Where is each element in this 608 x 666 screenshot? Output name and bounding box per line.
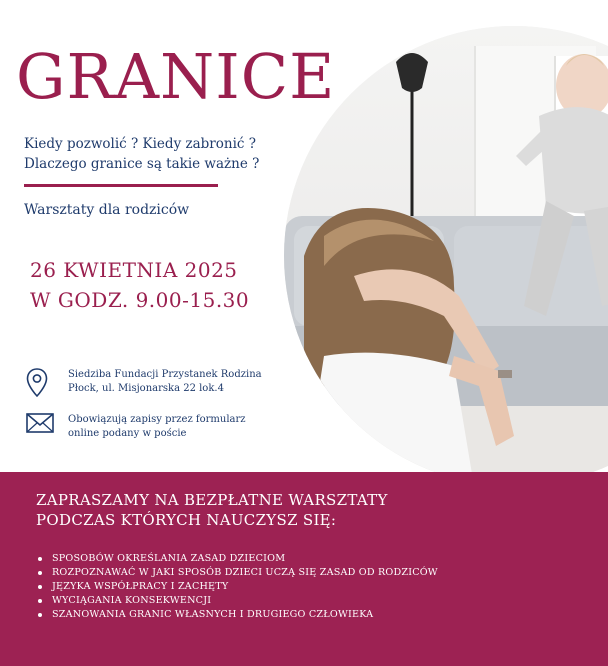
- topic-item: SZANOWANIA GRANIC WŁASNYCH I DRUGIEGO CZŁOWIEKA: [38, 608, 438, 622]
- divider-line: [24, 184, 218, 187]
- questions: [24, 134, 259, 174]
- location-info: [26, 368, 262, 402]
- invitation-heading-line-2: PODCZAS KTÓRYCH NAUCZYSZ SIĘ:: [36, 511, 337, 529]
- topic-item: WYCIĄGANIA KONSEKWENCJI: [38, 594, 438, 608]
- location-line-1: Siedziba Fundacji Przystanek Rodzina: [68, 369, 262, 380]
- subtitle: Warsztaty dla rodziców: [24, 202, 190, 218]
- invitation-heading-line-1: ZAPRASZAMY NA BEZPŁATNE WARSZTATY: [36, 491, 388, 509]
- question-line-1: Kiedy pozwolić ? Kiedy zabronić ?: [24, 136, 256, 152]
- location-text: [68, 368, 262, 396]
- registration-line-1: Obowiązują zapisy przez formularz: [68, 414, 246, 425]
- topic-item: JĘZYKA WSPÓŁPRACY I ZACHĘTY: [38, 580, 438, 594]
- envelope-icon: [26, 413, 56, 437]
- registration-text: [68, 413, 246, 441]
- poster-title: GRANICE: [16, 40, 336, 113]
- event-date: 26 KWIETNIA 2025: [30, 258, 238, 282]
- location-pin-icon: [26, 368, 56, 402]
- invitation-band: [0, 472, 608, 666]
- registration-line-2: online podany w poście: [68, 428, 187, 439]
- invitation-heading: [36, 490, 388, 530]
- event-time: W GODZ. 9.00-15.30: [30, 288, 250, 312]
- topic-item: SPOSOBÓW OKREŚLANIA ZASAD DZIECIOM: [38, 552, 438, 566]
- topics-list: [38, 552, 438, 622]
- registration-info: [26, 413, 246, 441]
- topic-item: ROZPOZNAWAĆ W JAKI SPOSÓB DZIECI UCZĄ SIĘ ZASAD OD RODZICÓW: [38, 566, 438, 580]
- question-line-2: Dlaczego granice są takie ważne ?: [24, 156, 260, 172]
- location-line-2: Płock, ul. Misjonarska 22 lok.4: [68, 383, 224, 394]
- event-datetime: [30, 255, 249, 315]
